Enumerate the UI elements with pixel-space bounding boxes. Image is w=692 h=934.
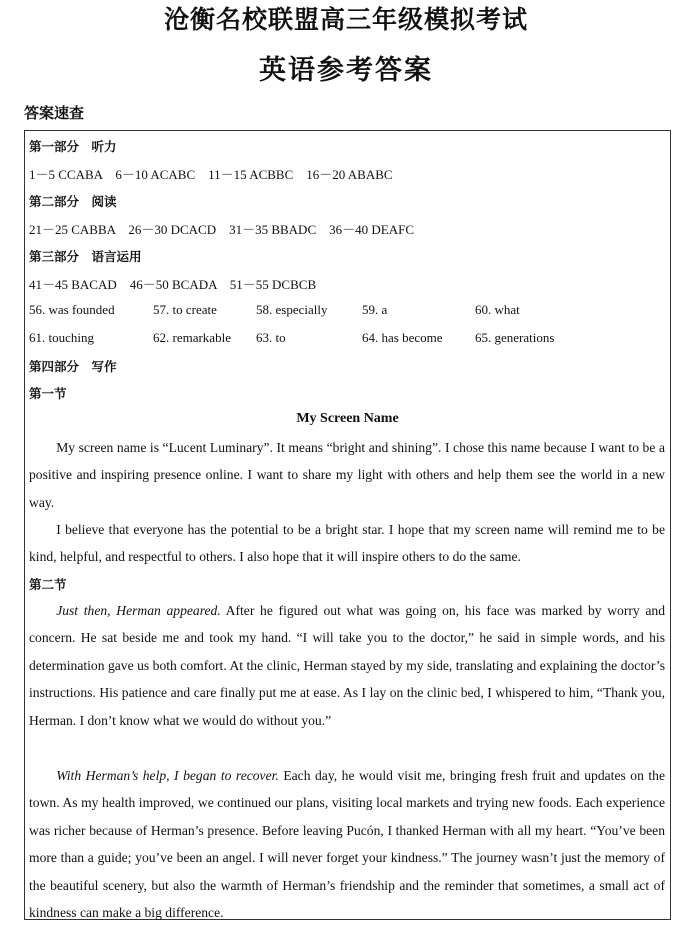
- quick-check-label: 答案速查: [24, 104, 85, 122]
- document-subtitle: 英语参考答案: [259, 55, 433, 86]
- listening-heading: 第一部分 听力: [29, 139, 117, 154]
- listening-answers: 1－5 CCABA 6－10 ACABC 11－15 ACBBC 16－20 ABABC: [29, 167, 393, 182]
- fill-answer: 58. especially: [256, 302, 328, 317]
- story-paragraph: [29, 597, 665, 734]
- language-heading: 第三部分 语言运用: [29, 249, 142, 264]
- fill-answer: 61. touching: [29, 330, 94, 345]
- answer-box: [24, 130, 671, 920]
- fill-answer: 56. was founded: [29, 302, 115, 317]
- reading-heading: 第二部分 阅读: [29, 194, 117, 209]
- fill-answer: 65. generations: [475, 330, 555, 345]
- fill-answer: 64. has become: [362, 330, 443, 345]
- fill-answer: 59. a: [362, 302, 388, 317]
- story-lead-sentence: Just then, Herman appeared.: [56, 603, 221, 618]
- writing-section-2: 第二节: [29, 577, 67, 592]
- writing-heading: 第四部分 写作: [29, 359, 117, 374]
- essay-title: My Screen Name: [296, 411, 399, 426]
- language-answers: 41－45 BACAD 46－50 BCADA 51－55 DCBCB: [29, 277, 317, 292]
- essay-paragraph: I believe that everyone has the potential to be a bright star. I hope that my screen name will remind me to be kind, helpful, and respectful to others. I also hope that it will inspire others to do the same.: [29, 522, 665, 565]
- story-body: Each day, he would visit me, bringing fresh fruit and updates on the town. As my health improved, we continued our plans, visiting local markets and trying new foods. Each experience was richer because of Herman’s presence. Before leaving Pucón, I thanked Herman with all my heart. “You’ve been more than a guide; you’ve been an angel. I will never forget your kindness.” The journey wasn’t just the memory of the beautiful scenery, but also the warmth of Herman’s friendship and the reminder that sometimes, a small act of kindness can make a big difference.: [29, 768, 665, 921]
- story-paragraph: [29, 762, 665, 926]
- story-body: After he figured out what was going on, his face was marked by worry and concern. He sat beside me and took my hand. “I will take you to the doctor,” he said in simple words, and his determination gave us both comfort. At the clinic, Herman stayed by my side, translating and explaining the doctor’s instructions. His patience and care finally put me at ease. As I lay on the clinic bed, I whispered to him, “Thank you, Herman. I don’t know what we would do without you.”: [29, 603, 665, 728]
- story-lead-sentence: With Herman’s help, I began to recover.: [56, 768, 279, 783]
- writing-section-1: 第一节: [29, 386, 67, 401]
- fill-answer: 63. to: [256, 330, 286, 345]
- reading-answers: 21－25 CABBA 26－30 DCACD 31－35 BBADC 36－40 DEAFC: [29, 222, 414, 237]
- fill-answer: 57. to create: [153, 302, 217, 317]
- fill-answer: 60. what: [475, 302, 520, 317]
- essay-paragraph: My screen name is “Lucent Luminary”. It means “bright and shining”. I chose this name because I want to be a positive and inspiring presence online. I want to share my light with others and help them see the world in a new way.: [29, 440, 665, 510]
- document-title: 沧衡名校联盟高三年级模拟考试: [163, 5, 528, 34]
- fill-answer: 62. remarkable: [153, 330, 231, 345]
